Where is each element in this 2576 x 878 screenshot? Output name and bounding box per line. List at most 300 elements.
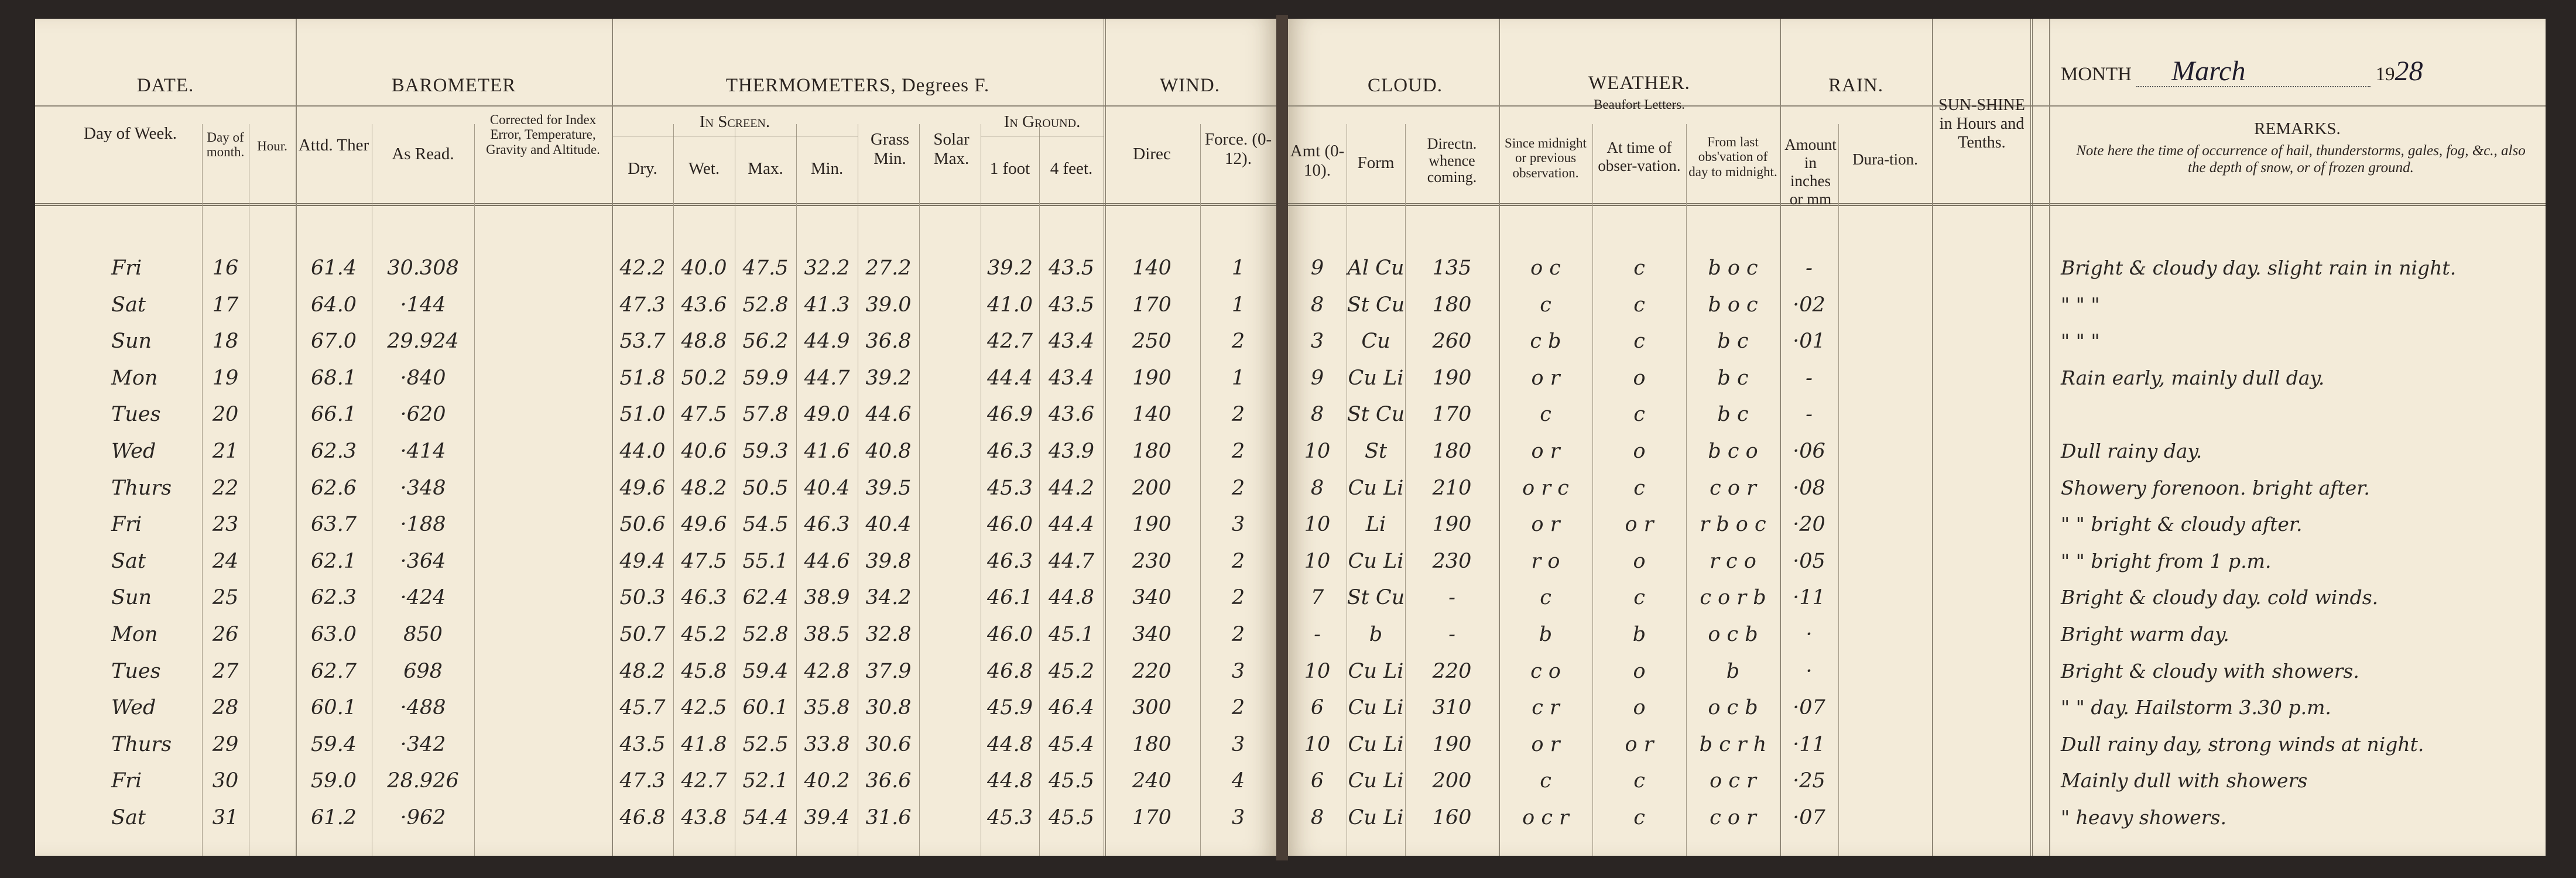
min-cell: 41.3 <box>804 293 850 317</box>
solar-max-header: Solar Max. <box>933 130 970 169</box>
one-foot-cell: 45.3 <box>987 806 1033 829</box>
attd-ther-cell: 67.0 <box>311 330 357 354</box>
four-feet-cell: 45.5 <box>1049 769 1094 793</box>
four-feet-cell: 43.9 <box>1049 440 1094 463</box>
cloud-direction-cell: 170 <box>1432 403 1472 427</box>
wet-cell: 49.6 <box>681 513 727 537</box>
day-of-week-cell: Fri <box>111 256 142 280</box>
rain-amount-cell: · <box>1806 659 1813 683</box>
weather-since-cell: c r <box>1532 696 1560 720</box>
weather-from-last-cell: b c r h <box>1699 732 1767 756</box>
rain-amount-cell: ·11 <box>1793 586 1825 610</box>
cloud-direction-cell: - <box>1448 586 1455 610</box>
attd-ther-cell: 62.3 <box>311 440 357 463</box>
book-gutter <box>1276 15 1288 860</box>
cloud-amount-cell: 9 <box>1310 366 1324 390</box>
remark-cell: " " bright from 1 p.m. <box>2061 549 2272 572</box>
cloud-amount-cell: 6 <box>1310 769 1324 793</box>
cloud-header: CLOUD. <box>1368 75 1443 96</box>
attd-ther-cell: 62.1 <box>311 549 357 573</box>
pressure-cell: ·414 <box>400 440 446 463</box>
rain-amount-cell: ·05 <box>1793 549 1825 573</box>
weather-from-last-cell: r c o <box>1710 549 1756 573</box>
as-read-header: As Read. <box>392 145 454 163</box>
table-row <box>1288 396 2546 433</box>
wet-cell: 50.2 <box>681 366 727 390</box>
beaufort-label: Beaufort Letters. <box>1594 97 1685 112</box>
grass-min-cell: 37.9 <box>865 659 912 683</box>
one-foot-cell: 41.0 <box>987 293 1033 317</box>
wind-direction-cell: 300 <box>1132 696 1171 720</box>
four-feet-cell: 45.5 <box>1049 806 1094 829</box>
grass-min-cell: 44.6 <box>865 403 912 427</box>
weather-from-last-cell: b o c <box>1708 256 1758 280</box>
remark-cell: " " day. Hailstorm 3.30 p.m. <box>2061 696 2331 719</box>
weather-at-time-cell: o <box>1633 549 1646 573</box>
table-row <box>1288 616 2546 653</box>
wind-force-cell: 3 <box>1231 659 1245 683</box>
weather-at-time-cell: c <box>1633 403 1645 427</box>
min-cell: 38.9 <box>804 586 850 610</box>
dry-cell: 51.0 <box>619 403 666 427</box>
cloud-amount-cell: - <box>1314 623 1321 646</box>
wind-direction-cell: 230 <box>1132 549 1171 573</box>
table-row <box>1288 726 2546 763</box>
cloud-form-cell: Cu Li <box>1348 476 1404 500</box>
day-of-month-cell: 19 <box>212 366 239 390</box>
weather-from-last-cell: o c r <box>1710 769 1756 793</box>
rain-amount-cell: ·06 <box>1793 440 1825 463</box>
day-of-month-cell: 26 <box>212 623 239 646</box>
weather-from-last-cell: o c b <box>1708 623 1758 646</box>
cloud-form-cell: b <box>1369 623 1383 646</box>
pressure-cell: ·488 <box>400 696 446 720</box>
dry-cell: 47.3 <box>619 769 666 793</box>
weather-at-time-cell: c <box>1633 769 1645 793</box>
weather-at-time-cell: o r <box>1625 732 1654 756</box>
pressure-cell: ·424 <box>400 586 446 610</box>
table-row <box>35 287 1276 323</box>
one-foot-header: 1 foot <box>989 159 1030 178</box>
cloud-direction-header: Directn. whence coming. <box>1427 135 1477 186</box>
one-foot-cell: 42.7 <box>987 330 1033 354</box>
year-value: 28 <box>2395 56 2423 87</box>
one-foot-cell: 46.0 <box>987 623 1033 646</box>
table-row <box>35 250 1276 286</box>
weather-since-cell: c <box>1540 293 1551 317</box>
day-of-week-cell: Thurs <box>111 476 172 500</box>
four-feet-cell: 43.4 <box>1049 330 1094 354</box>
weather-at-time-cell: c <box>1633 806 1645 829</box>
weather-since-cell: o c r <box>1522 806 1569 829</box>
in-ground-label: In Ground. <box>1003 112 1081 131</box>
min-cell: 35.8 <box>804 696 850 720</box>
rain-amount-cell: ·02 <box>1793 293 1825 317</box>
cloud-form-cell: Al Cu <box>1347 256 1405 280</box>
weather-since-cell: c b <box>1530 330 1561 354</box>
one-foot-cell: 46.3 <box>987 440 1033 463</box>
at-time-header: At time of obser-vation. <box>1598 139 1681 175</box>
rain-amount-cell: ·01 <box>1793 330 1825 354</box>
month-value: March <box>2171 56 2246 87</box>
grass-min-cell: 39.2 <box>865 366 912 390</box>
dry-cell: 50.7 <box>619 623 666 646</box>
one-foot-cell: 44.8 <box>987 769 1033 793</box>
remarks-note: Note here the time of occurrence of hail, thunderstorms, gales, fog, &c., also the depth of snow, or of frozen ground. <box>2076 143 2526 176</box>
weather-since-cell: o r <box>1531 440 1560 463</box>
cloud-form-cell: Cu <box>1361 330 1390 354</box>
cloud-direction-cell: 180 <box>1432 440 1472 463</box>
table-row <box>1288 360 2546 396</box>
day-of-week-cell: Sun <box>111 330 152 354</box>
weather-since-cell: o c <box>1530 256 1561 280</box>
rain-amount-cell: ·11 <box>1793 732 1825 756</box>
four-feet-cell: 44.4 <box>1049 513 1094 537</box>
weather-from-last-cell: c o r <box>1710 476 1756 500</box>
attd-ther-header: Attd. Ther <box>298 136 369 155</box>
weather-at-time-cell: b <box>1632 623 1646 646</box>
day-of-week-cell: Sat <box>111 806 146 829</box>
four-feet-cell: 44.2 <box>1049 476 1094 500</box>
table-row <box>1288 323 2546 359</box>
one-foot-cell: 46.3 <box>987 549 1033 573</box>
min-cell: 41.6 <box>804 440 850 463</box>
wind-force-header: Force. (0-12). <box>1204 130 1272 169</box>
wind-force-cell: 2 <box>1231 696 1245 720</box>
attd-ther-cell: 61.4 <box>311 256 357 280</box>
max-cell: 59.3 <box>742 440 789 463</box>
min-cell: 44.7 <box>804 366 850 390</box>
pressure-cell: ·840 <box>400 366 446 390</box>
pressure-cell: ·144 <box>400 293 446 317</box>
weather-from-last-cell: b c <box>1717 366 1749 390</box>
cloud-form-cell: St Cu <box>1347 293 1405 317</box>
wind-direction-cell: 170 <box>1132 293 1171 317</box>
wind-force-cell: 2 <box>1231 586 1245 610</box>
rain-amount-cell: ·07 <box>1793 696 1825 720</box>
remarks-rule <box>2049 105 2546 107</box>
table-row <box>1288 433 2546 469</box>
cloud-form-cell: Cu Li <box>1348 659 1404 683</box>
wind-force-cell: 2 <box>1231 623 1245 646</box>
one-foot-cell: 44.8 <box>987 732 1033 756</box>
dry-cell: 48.2 <box>619 659 666 683</box>
table-row <box>1288 287 2546 323</box>
cloud-form-cell: Cu Li <box>1348 549 1404 573</box>
table-row <box>35 726 1276 763</box>
cloud-amount-cell: 6 <box>1310 696 1324 720</box>
cloud-direction-cell: 230 <box>1432 549 1472 573</box>
month-line <box>2061 55 2517 87</box>
remark-cell: Mainly dull with showers <box>2061 769 2308 793</box>
remark-cell: " " bright & cloudy after. <box>2061 513 2303 536</box>
remark-cell: Bright & cloudy day. slight rain in night. <box>2061 256 2457 279</box>
max-cell: 52.1 <box>742 769 789 793</box>
corrected-header: Corrected for Index Error, Temperature, Gravity and Altitude. <box>486 112 600 157</box>
wind-direction-cell: 240 <box>1132 769 1171 793</box>
wet-cell: 45.8 <box>681 659 727 683</box>
attd-ther-cell: 61.2 <box>311 806 357 829</box>
wet-header: Wet. <box>688 159 720 178</box>
max-cell: 60.1 <box>742 696 789 720</box>
day-of-month-cell: 25 <box>212 586 239 610</box>
day-of-week-cell: Fri <box>111 513 142 537</box>
one-foot-cell: 46.0 <box>987 513 1033 537</box>
weather-at-time-cell: o r <box>1625 513 1654 537</box>
weather-from-last-cell: b o c <box>1708 293 1758 317</box>
one-foot-cell: 46.9 <box>987 403 1033 427</box>
wet-cell: 43.8 <box>681 806 727 829</box>
day-of-week-cell: Sat <box>111 293 146 317</box>
min-cell: 46.3 <box>804 513 850 537</box>
attd-ther-cell: 68.1 <box>311 366 357 390</box>
cloud-direction-cell: 180 <box>1432 293 1472 317</box>
weather-from-last-cell: o c b <box>1708 696 1758 720</box>
attd-ther-cell: 64.0 <box>311 293 357 317</box>
weather-from-last-cell: c o r <box>1710 806 1756 829</box>
wind-force-cell: 2 <box>1231 330 1245 354</box>
four-feet-cell: 44.7 <box>1049 549 1094 573</box>
grass-min-cell: 36.6 <box>865 769 912 793</box>
grass-min-cell: 39.0 <box>865 293 912 317</box>
left-page <box>35 19 1276 856</box>
weather-since-cell: o r c <box>1522 476 1569 500</box>
remark-cell: Bright & cloudy with showers. <box>2061 659 2359 682</box>
max-cell: 52.8 <box>742 293 789 317</box>
date-header: DATE. <box>136 75 194 96</box>
pressure-cell: 850 <box>403 623 443 646</box>
day-of-month-cell: 30 <box>212 769 239 793</box>
max-cell: 50.5 <box>742 476 789 500</box>
table-row <box>35 653 1276 690</box>
cloud-amount-cell: 8 <box>1310 806 1324 829</box>
wet-cell: 46.3 <box>681 586 727 610</box>
wind-direction-cell: 140 <box>1132 403 1171 427</box>
attd-ther-cell: 62.6 <box>311 476 357 500</box>
cloud-form-cell: Cu Li <box>1348 366 1404 390</box>
wind-force-cell: 3 <box>1231 732 1245 756</box>
day-of-month-cell: 22 <box>212 476 239 500</box>
table-row <box>35 800 1276 836</box>
weather-since-cell: o r <box>1531 366 1560 390</box>
dry-cell: 51.8 <box>619 366 666 390</box>
min-cell: 40.4 <box>804 476 850 500</box>
cloud-direction-cell: 190 <box>1432 366 1472 390</box>
weather-at-time-cell: o <box>1633 659 1646 683</box>
weather-since-cell: o r <box>1531 513 1560 537</box>
day-of-month-cell: 20 <box>212 403 239 427</box>
cloud-direction-cell: 200 <box>1432 769 1472 793</box>
rain-amount-cell: · <box>1806 623 1813 646</box>
wind-direction-cell: 180 <box>1132 732 1171 756</box>
max-cell: 59.4 <box>742 659 789 683</box>
weather-from-last-cell: b <box>1726 659 1740 683</box>
table-row <box>1288 470 2546 506</box>
cloud-amount-cell: 10 <box>1304 513 1331 537</box>
wet-cell: 40.0 <box>681 256 727 280</box>
day-of-week-cell: Wed <box>111 696 156 720</box>
pressure-cell: 29.924 <box>387 330 459 354</box>
day-of-month-cell: 28 <box>212 696 239 720</box>
min-cell: 44.9 <box>804 330 850 354</box>
table-row <box>35 323 1276 359</box>
day-of-month-cell: 21 <box>212 440 239 463</box>
weather-at-time-cell: o <box>1633 440 1646 463</box>
max-cell: 56.2 <box>742 330 789 354</box>
wind-force-cell: 2 <box>1231 549 1245 573</box>
max-cell: 54.5 <box>742 513 789 537</box>
day-of-month-cell: 29 <box>212 732 239 756</box>
rain-amount-cell: ·25 <box>1793 769 1825 793</box>
max-header: Max. <box>748 159 783 178</box>
cloud-direction-cell: 260 <box>1432 330 1472 354</box>
max-cell: 62.4 <box>742 586 789 610</box>
sunshine-header: SUN-SHINE in Hours and Tenths. <box>1938 96 2025 152</box>
one-foot-cell: 45.9 <box>987 696 1033 720</box>
table-row <box>1288 690 2546 726</box>
wind-force-cell: 2 <box>1231 403 1245 427</box>
wind-force-cell: 1 <box>1231 366 1245 390</box>
wind-force-cell: 2 <box>1231 440 1245 463</box>
day-of-week-cell: Tues <box>111 403 161 427</box>
min-cell: 40.2 <box>804 769 850 793</box>
grass-min-cell: 39.5 <box>865 476 912 500</box>
min-cell: 44.6 <box>804 549 850 573</box>
cloud-form-cell: Cu Li <box>1348 769 1404 793</box>
four-feet-cell: 45.2 <box>1049 659 1094 683</box>
dry-cell: 50.3 <box>619 586 666 610</box>
weather-from-last-cell: b c <box>1717 403 1749 427</box>
grass-min-cell: 36.8 <box>865 330 912 354</box>
wind-direction-cell: 170 <box>1132 806 1171 829</box>
grass-min-cell: 40.8 <box>865 440 912 463</box>
rain-amount-cell: - <box>1806 256 1813 280</box>
attd-ther-cell: 59.4 <box>311 732 357 756</box>
one-foot-cell: 39.2 <box>987 256 1033 280</box>
grass-min-cell: 34.2 <box>865 586 912 610</box>
min-cell: 38.5 <box>804 623 850 646</box>
wet-cell: 48.2 <box>681 476 727 500</box>
cloud-direction-cell: 210 <box>1432 476 1472 500</box>
cloud-form-cell: St <box>1364 440 1388 463</box>
weather-since-cell: r o <box>1531 549 1560 573</box>
remark-cell: " heavy showers. <box>2061 806 2226 829</box>
one-foot-cell: 45.3 <box>987 476 1033 500</box>
grass-min-cell: 30.6 <box>865 732 912 756</box>
year-prefix: 19 <box>2375 64 2395 85</box>
right-page <box>1288 19 2546 856</box>
cloud-amount-cell: 3 <box>1310 330 1324 354</box>
max-cell: 52.8 <box>742 623 789 646</box>
thermometers-header: THERMOMETERS, Degrees F. <box>725 75 990 96</box>
day-of-week-cell: Tues <box>111 659 161 683</box>
attd-ther-cell: 62.3 <box>311 586 357 610</box>
grass-min-cell: 32.8 <box>865 623 912 646</box>
header-bottom-rule-right <box>1288 203 2546 206</box>
cloud-direction-cell: 135 <box>1432 256 1472 280</box>
day-of-week-cell: Thurs <box>111 732 172 756</box>
remark-cell: Rain early, mainly dull day. <box>2061 366 2325 389</box>
wet-cell: 41.8 <box>681 732 727 756</box>
wind-force-cell: 4 <box>1231 769 1245 793</box>
grass-min-cell: 27.2 <box>865 256 912 280</box>
attd-ther-cell: 62.7 <box>311 659 357 683</box>
attd-ther-cell: 60.1 <box>311 696 357 720</box>
table-row <box>1288 250 2546 286</box>
wind-direction-cell: 250 <box>1132 330 1171 354</box>
table-row <box>35 433 1276 469</box>
four-feet-cell: 46.4 <box>1049 696 1094 720</box>
weather-at-time-cell: o <box>1633 366 1646 390</box>
weather-since-cell: c o <box>1530 659 1561 683</box>
since-midnight-header: Since midnight or previous observation. <box>1505 136 1587 180</box>
four-feet-cell: 45.1 <box>1049 623 1094 646</box>
wind-force-cell: 3 <box>1231 806 1245 829</box>
wind-direction-cell: 340 <box>1132 623 1171 646</box>
wind-force-cell: 2 <box>1231 476 1245 500</box>
cloud-form-cell: Li <box>1365 513 1386 537</box>
pressure-cell: 698 <box>403 659 443 683</box>
wet-cell: 42.5 <box>681 696 727 720</box>
table-row <box>35 396 1276 433</box>
four-feet-cell: 43.4 <box>1049 366 1094 390</box>
grass-min-cell: 40.4 <box>865 513 912 537</box>
four-feet-cell: 44.8 <box>1049 586 1094 610</box>
pressure-cell: ·364 <box>400 549 446 573</box>
dry-cell: 46.8 <box>619 806 666 829</box>
from-last-header: From last obs'vation of day to midnight. <box>1688 135 1777 179</box>
day-of-week-header: Day of Week. <box>84 124 177 143</box>
rain-duration-header: Dura-tion. <box>1852 150 1918 168</box>
cloud-direction-cell: 190 <box>1432 732 1472 756</box>
weather-header: WEATHER. <box>1588 73 1690 94</box>
weather-at-time-cell: c <box>1633 293 1645 317</box>
wet-cell: 47.5 <box>681 403 727 427</box>
pressure-cell: 30.308 <box>387 256 459 280</box>
four-feet-cell: 43.5 <box>1049 293 1094 317</box>
table-row <box>35 470 1276 506</box>
cloud-form-cell: St Cu <box>1347 403 1405 427</box>
pressure-cell: ·620 <box>400 403 446 427</box>
cloud-form-cell: Cu Li <box>1348 732 1404 756</box>
header-rule <box>35 105 1276 107</box>
remark-cell: Showery forenoon. bright after. <box>2061 476 2370 499</box>
attd-ther-cell: 66.1 <box>311 403 357 427</box>
dry-cell: 44.0 <box>619 440 666 463</box>
hour-header: Hour. <box>257 139 287 153</box>
dry-cell: 43.5 <box>619 732 666 756</box>
wind-header: WIND. <box>1159 75 1221 96</box>
table-row <box>35 690 1276 726</box>
wet-cell: 40.6 <box>681 440 727 463</box>
dry-cell: 47.3 <box>619 293 666 317</box>
one-foot-cell: 44.4 <box>987 366 1033 390</box>
day-of-week-cell: Sun <box>111 586 152 610</box>
remark-cell: " " " <box>2061 330 2100 353</box>
barometer-header: BAROMETER <box>391 75 516 96</box>
max-cell: 47.5 <box>742 256 789 280</box>
dry-cell: 45.7 <box>619 696 666 720</box>
four-feet-header: 4 feet. <box>1050 159 1093 178</box>
dry-cell: 53.7 <box>619 330 666 354</box>
day-of-week-cell: Mon <box>111 623 158 646</box>
rain-header: RAIN. <box>1828 75 1883 96</box>
remark-cell: " " " <box>2061 293 2100 316</box>
weather-from-last-cell: b c o <box>1708 440 1758 463</box>
grass-min-cell: 31.6 <box>865 806 912 829</box>
table-row <box>35 506 1276 543</box>
table-row <box>1288 763 2546 799</box>
